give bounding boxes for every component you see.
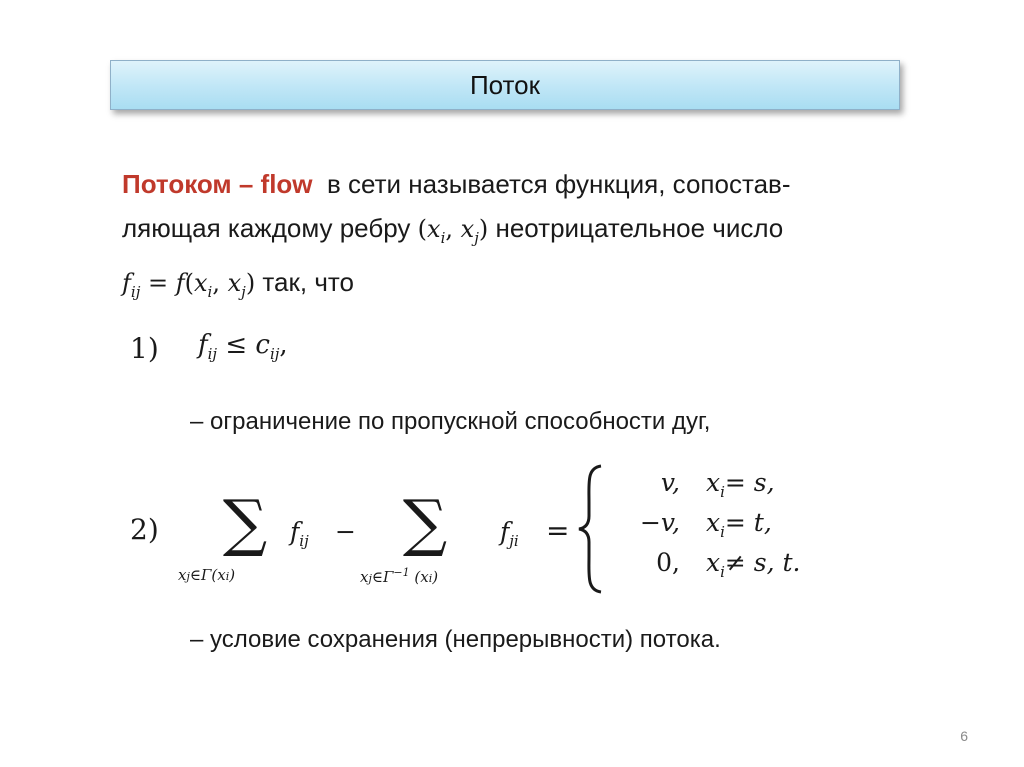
sum-symbol-1: ∑ xyxy=(222,486,268,559)
capacity-formula: $f_{ij} \le c_{ij}$, xyxy=(198,330,288,363)
slide-title-box xyxy=(110,60,900,110)
slide-title: Поток xyxy=(469,69,541,100)
sum-1-subscript: xj∈Γ(xi) xyxy=(178,566,236,584)
condition-1-note: – ограничение по пропускной способности дуг, xyxy=(190,408,711,435)
condition-1-number: 1) xyxy=(130,332,159,365)
case-1-value: v, xyxy=(660,468,680,497)
edge-formula: ($x_i$, $x_j$) xyxy=(417,215,489,247)
sum-2 xyxy=(380,486,470,559)
flow-function-formula: $f_{ij} = f(x_i$, $x_j$) xyxy=(122,269,256,301)
page-number: 6 xyxy=(960,728,968,744)
definition-text-3: неотрицательное число xyxy=(495,213,784,243)
left-brace xyxy=(575,462,609,596)
definition-text-2: ляющая каждому ребру xyxy=(122,213,411,243)
condition-2-number: 2) xyxy=(130,513,159,546)
definition-term: Потоком – flow xyxy=(122,169,313,199)
case-3-condition: $x_i\ne s$, t. xyxy=(705,548,801,581)
minus-sign: − xyxy=(335,517,356,546)
definition-line-1 xyxy=(122,162,922,206)
case-row-1 xyxy=(620,468,775,501)
definition-line-2 xyxy=(122,206,922,260)
term-fij: $f_{ij}$ xyxy=(290,517,309,550)
case-1-condition: $x_i= s$, xyxy=(705,468,775,501)
case-2-value: −v, xyxy=(639,508,680,537)
definition-paragraph xyxy=(122,162,922,314)
term-fji: $f_{ji}$ xyxy=(500,517,519,550)
definition-text-4: так, что xyxy=(262,267,354,297)
definition-line-3 xyxy=(122,260,922,314)
case-3-value: 0, xyxy=(656,548,680,577)
sum-1 xyxy=(200,486,290,559)
condition-2-note: – условие сохранения (непрерывности) потока. xyxy=(190,626,721,653)
equals-sign: = xyxy=(546,514,570,547)
sum-2-subscript: $xj\in\Gamma^{-1}$ (xi) xyxy=(360,566,439,586)
case-row-3 xyxy=(620,548,801,581)
definition-text-1: в сети называется функция, сопостав- xyxy=(326,169,791,199)
case-2-condition: $x_i= t$, xyxy=(705,508,772,541)
sum-symbol-2: ∑ xyxy=(402,486,448,559)
case-row-2 xyxy=(620,508,772,541)
